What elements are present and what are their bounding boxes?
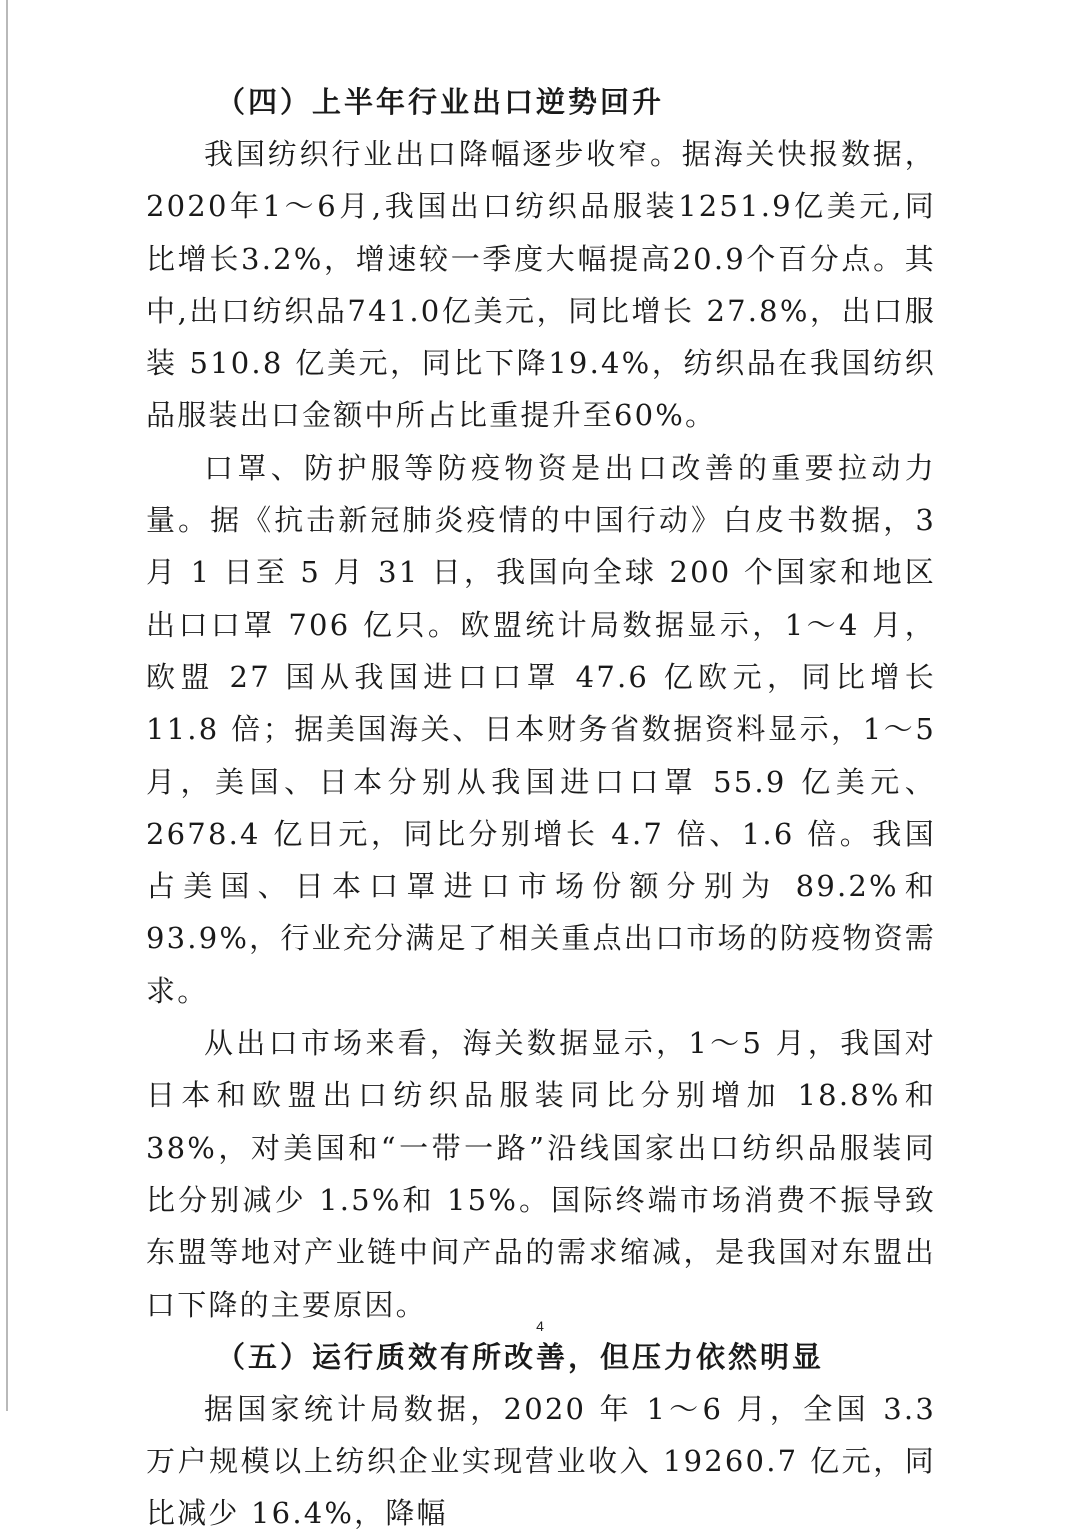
- page-number: 4: [536, 1318, 544, 1334]
- section-heading-4: （四）上半年行业出口逆势回升: [216, 85, 665, 119]
- paragraph-export-markets: 从出口市场来看，海关数据显示，1～5 月，我国对日本和欧盟出口纺织品服装同比分别增加 18.8%和 38%，对美国和“一带一路”沿线国家出口纺织品服装同比分别减少 1.5%和 15%。国际终端市场消费不振导致东盟等地对产业链中间产品的需求缩减，是我国对东盟出口下降的主要原因。: [146, 1026, 936, 1322]
- page-edge-line: [6, 0, 8, 1411]
- paragraph-export-overview: 我国纺织行业出口降幅逐步收窄。据海关快报数据，2020年1～6月,我国出口纺织品服装1251.9亿美元,同比增长3.2%，增速较一季度大幅提高20.9个百分点。其中,出口纺织品741.0亿美元，同比增长 27.8%，出口服装 510.8 亿美元，同比下降19.4%，纺织品在我国纺织品服装出口金额中所占比重提升至60%。: [146, 137, 936, 433]
- paragraph-masks-exports: 口罩、防护服等防疫物资是出口改善的重要拉动力量。据《抗击新冠肺炎疫情的中国行动》白皮书数据，3 月 1 日至 5 月 31 日，我国向全球 200 个国家和地区出口口罩 706 亿只。欧盟统计局数据显示，1～4 月，欧盟 27 国从我国进口口罩 47.6 亿欧元，同比增长 11.8 倍；据美国海关、日本财务省数据资料显示，1～5 月，美国、日本分别从我国进口口罩 55.9 亿美元、2678.4 亿日元，同比分别增长 4.7 倍、1.6 倍。我国占美国、日本口罩进口市场份额分别为 89.2%和 93.9%，行业充分满足了相关重点出口市场的防疫物资需求。: [146, 450, 936, 1008]
- section-heading-5: （五）运行质效有所改善，但压力依然明显: [216, 1339, 825, 1374]
- paragraph-operating-revenue: 据国家统计局数据，2020 年 1～6 月，全国 3.3 万户规模以上纺织企业实现营业收入 19260.7 亿元，同比减少 16.4%，降幅: [146, 1391, 936, 1531]
